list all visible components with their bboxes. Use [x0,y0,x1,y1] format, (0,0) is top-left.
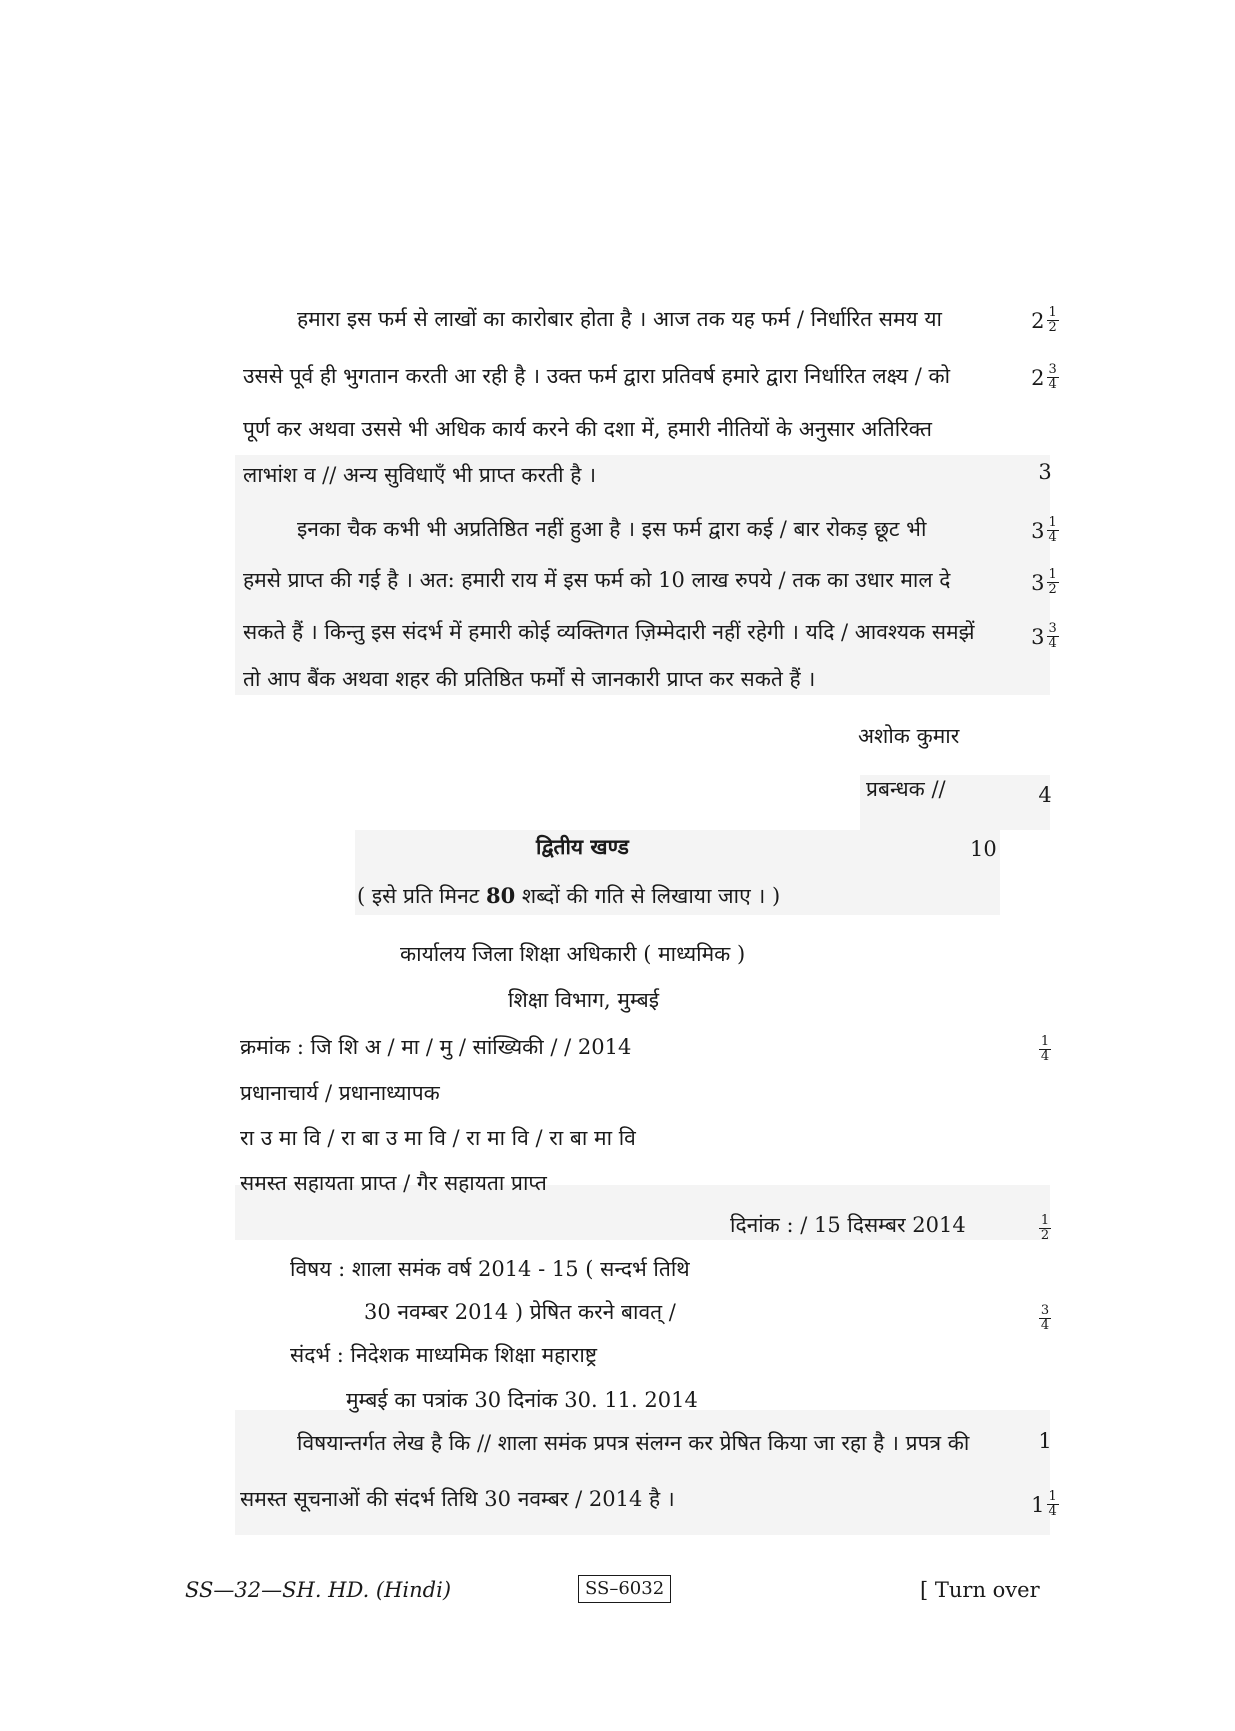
section-marks: 10 [970,837,997,861]
para1-mark-1: 2 1 2 [1031,305,1057,335]
office-line-2: शिक्षा विभाग, मुम्बई [508,988,660,1012]
reference-number: क्रमांक : जि शि अ / मा / मु / सांख्यिकी / / 2014 [240,1035,632,1059]
para2-line-1: इनका चैक कभी भी अप्रतिष्ठित नहीं हुआ है । इस फर्म द्वारा कई / बार रोकड़ छूट भी [297,517,927,541]
subject-line-1: विषय : शाला समंक वर्ष 2014 - 15 ( सन्दर्भ तिथि [290,1257,690,1281]
para1-mark-3: 3 [1038,460,1052,484]
office-line-1: कार्यालय जिला शिक्षा अधिकारी ( माध्यमिक ) [400,942,746,966]
signature-designation: प्रबन्धक // [866,777,946,801]
para2-line-4: तो आप बैंक अथवा शहर की प्रतिष्ठित फर्मों से जानकारी प्राप्त कर सकते हैं । [243,667,816,691]
letter-date-mark: 1 2 [1040,1213,1050,1243]
footer-paper-code: SS—32—SH. HD. (Hindi) [185,1578,452,1602]
body-line-2: समस्त सूचनाओं की संदर्भ तिथि 30 नवम्बर / 2014 है । [240,1487,675,1511]
para1-line-4: लाभांश व // अन्य सुविधाएँ भी प्राप्त करती है । [243,463,597,487]
footer-series-box: SS–6032 [578,1575,671,1603]
para2-mark-2: 3 1 2 [1031,567,1057,597]
footer-turn-over: [ Turn over [920,1578,1040,1602]
body-line-1-mark: 1 [1038,1429,1052,1453]
para2-line-3: सकते हैं । किन्तु इस संदर्भ में हमारी कोई व्यक्तिगत ज़िम्मेदारी नहीं रहेगी । यदि / आवश्यक समझें [243,620,975,644]
body-line-2-mark: 1 1 4 [1031,1489,1057,1519]
addressee-line-2: रा उ मा वि / रा बा उ मा वि / रा मा वि / रा बा मा वि [240,1126,636,1150]
signature-mark: 4 [1038,783,1052,807]
para1-line-3: पूर्ण कर अथवा उससे भी अधिक कार्य करने की दशा में, हमारी नीतियों के अनुसार अतिरिक्त [243,417,933,441]
subject-mark: 3 4 [1040,1303,1050,1333]
para1-line-2: उससे पूर्व ही भुगतान करती आ रही है । उक्त फर्म द्वारा प्रतिवर्ष हमारे द्वारा निर्धारित लक्ष्य / को [243,364,951,388]
section-title: द्वितीय खण्ड [536,834,629,859]
para1-mark-2: 2 3 4 [1031,362,1057,392]
subject-line-2: 30 नवम्बर 2014 ) प्रेषित करने बावत् / [364,1300,676,1324]
body-line-1: विषयान्तर्गत लेख है कि // शाला समंक प्रपत्र संलग्न कर प्रेषित किया जा रहा है । प्रपत्र की [297,1431,970,1455]
para1-line-1: हमारा इस फर्म से लाखों का कारोबार होता है । आज तक यह फर्म / निर्धारित समय या [297,307,942,331]
letter-date: दिनांक : / 15 दिसम्बर 2014 [730,1213,966,1237]
addressee-line-1: प्रधानाचार्य / प्रधानाध्यापक [240,1081,440,1105]
addressee-line-3: समस्त सहायता प्राप्त / गैर सहायता प्राप्त [240,1171,547,1195]
para2-mark-1: 3 1 4 [1031,515,1057,545]
para2-line-2: हमसे प्राप्त की गई है । अत: हमारी राय में इस फर्म को 10 लाख रुपये / तक का उधार माल दे [243,568,951,592]
reference-line-1: संदर्भ : निदेशक माध्यमिक शिक्षा महाराष्ट्र [290,1343,598,1367]
reference-number-mark: 1 4 [1040,1034,1050,1064]
para2-mark-3: 3 3 4 [1031,621,1057,651]
signature-name: अशोक कुमार [858,724,960,748]
section-instruction: ( इसे प्रति मिनट 80 शब्दों की गति से लिखाया जाए । ) [357,883,781,908]
reference-line-2: मुम्बई का पत्रांक 30 दिनांक 30. 11. 2014 [346,1388,698,1412]
